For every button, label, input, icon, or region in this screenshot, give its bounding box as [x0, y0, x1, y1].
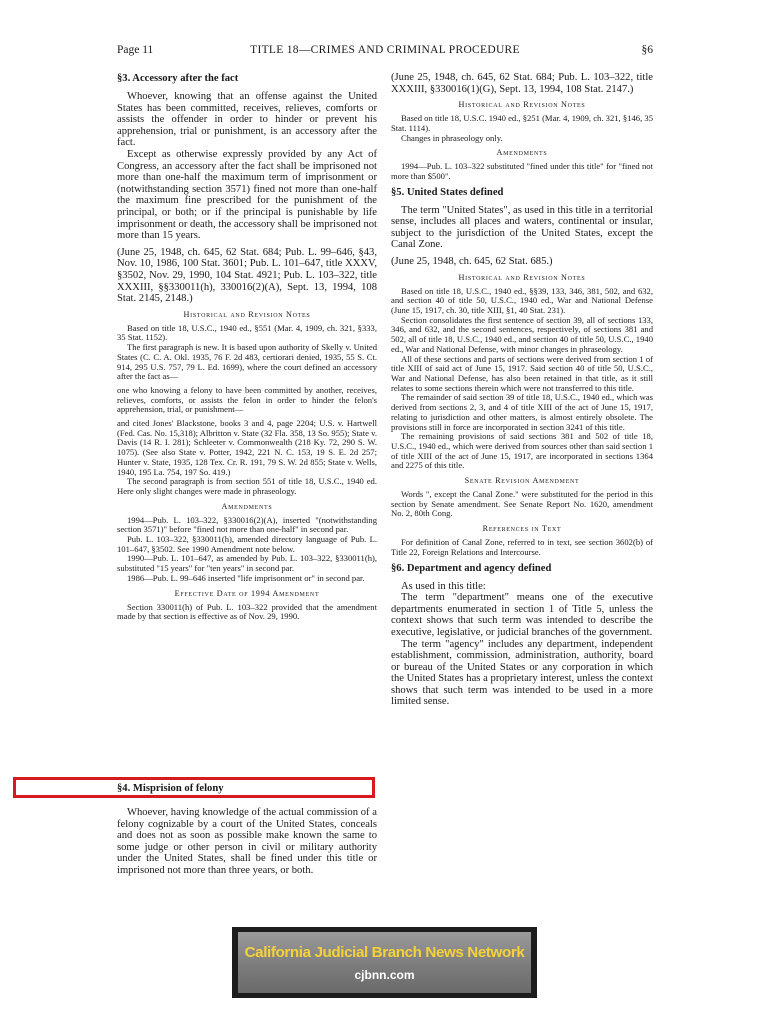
section-6-paragraph: The term "department" means one of the executive departments enumerated in section 1 of Title 5, unless the context shows that such term was intended to describe the executive, legislative, or judicial branches of the government. [391, 592, 653, 638]
section-3-notes-heading: Historical and Revision Notes [183, 309, 311, 319]
section-4-amendment-note: 1994—Pub. L. 103–322 substituted "fined under this title" for "fined not more than $500". [391, 161, 653, 181]
section-4-notes-heading: Historical and Revision Notes [458, 100, 586, 110]
banner-title: California Judicial Branch News Network [244, 944, 525, 961]
section-5-notes-paragraph: All of these sections and parts of sections were derived from section 1 of title XIII of said act of June 15, 1917. Said section 40 of title 50, U.S.C., War and National Defense, has also been retained in that title, as it still relates to some sections therein which were not transferred to this title. [391, 353, 653, 393]
header-section-number: §6 [641, 44, 653, 56]
section-5-notes-paragraph: Based on title 18, U.S.C., 1940 ed., §§39, 133, 346, 381, 502, and 632, and section 40 of title 50, U.S.C., 1940 ed., War and National Defense (June 15, 1917, ch. 30, title XIII, §1, 40 Stat. 231). [391, 285, 653, 316]
section-5-notes-paragraph: The remainder of said section 39 of title 18, U.S.C., 1940 ed., which was derived from sections 2, 3, and 4 of title XIII of the act of June 15, 1917, relating to jurisdiction and other matters, is almost entirely obsolete. The provisions still in force are incorporated in section 3241 of this title. [391, 392, 653, 432]
section-3-effective-date-note: Section 330011(h) of Pub. L. 103–322 provided that the amendment made by that section is effective as of Nov. 29, 1990. [117, 601, 377, 622]
section-3-effective-date-heading: Effective Date of 1994 Amendment [174, 588, 320, 598]
section-5-references-heading: References in Text [482, 524, 562, 534]
section-4-notes-paragraph: Based on title 18, U.S.C. 1940 ed., §251 (Mar. 4, 1909, ch. 321, §146, 35 Stat. 1114). [391, 113, 653, 133]
section-4-highlight-box [13, 777, 375, 798]
banner-panel [238, 932, 531, 993]
section-3-amendment-note: Pub. L. 103–322, §330011(h), amended directory language of Pub. L. 101–647, §3502. See 1990 Amendment note below. [117, 534, 377, 554]
section-3-paragraph-2: Except as otherwise expressly provided by any Act of Congress, an accessory after the fact shall be imprisoned not more than one-half the maximum term of imprisonment or (notwithstanding section 3571) fined not more than one-half the maximum fine prescribed for the punishment of the principal, or both; or if the principal is punishable by life imprisonment or death, the accessory shall be imprisoned not more than 15 years. [117, 148, 377, 242]
section-4-amendments-heading: Amendments [496, 148, 548, 158]
section-6-heading: §6. Department and agency defined [391, 562, 552, 574]
section-5-notes-heading: Historical and Revision Notes [458, 272, 586, 282]
section-6-paragraph: The term "agency" includes any department, independent establishment, commission, administration, authority, board or bureau of the United States or any corporation in which the United States has a proprietary interest, unless the context shows that such term was intended to be used in a more limited sense. [391, 638, 653, 708]
section-3-notes-paragraph: The first paragraph is new. It is based upon authority of Skelly v. United States (C. C. A. Okl. 1935, 76 F. 2d 483, certiorari denied, 1935, 55 S. Ct. 914, 295 U.S. 757, 79 L. Ed. 1699), where the court defined an accessory after the fact as— [117, 342, 377, 382]
section-4-paragraph: Whoever, having knowledge of the actual commission of a felony cognizable by a court of the United States, conceals and does not as soon as possible make known the same to some judge or other person in civil or military authority under the United States, shall be fined under this title or imprisoned not more than three years, or both. [117, 807, 377, 876]
section-5-heading: §5. United States defined [391, 186, 504, 198]
section-3-heading: §3. Accessory after the fact [117, 73, 239, 84]
section-5-notes-paragraph: The remaining provisions of said sections 381 and 502 of title 18, U.S.C., 1940 ed., which were derived from sources other than said section 1 of title XIII of the act of June 15, 1917, are incorporated in sections 1364 and 2275 of this title. [391, 431, 653, 471]
section-3-paragraph-1: Whoever, knowing that an offense against the United States has been committed, receives, relieves, comforts or assists the offender in order to hinder or prevent his apprehension, trial or punishment, is an accessory after the fact. [117, 91, 377, 149]
section-3-notes-paragraph: Based on title 18, U.S.C., 1940 ed., §551 (Mar. 4, 1909, ch. 321, §333, 35 Stat. 1152). [117, 322, 377, 343]
page-header [117, 44, 653, 60]
section-5-senate-amendment-heading: Senate Revision Amendment [464, 476, 580, 486]
section-4-heading: §4. Misprision of felony [117, 783, 224, 794]
section-3-notes-paragraph: and cited Jones' Blackstone, books 3 and 4, page 2204; U.S. v. Hartwell (Fed. Cas. No. 15,318); Albritton v. State (32 Fla. 358, 13 So. 955); State v. Davis (14 R. I. 281); Schleeter v. Commonwealth (218 Ky. 72, 290 S. W. 1075). (See also State v. Potter, 1942, 221 N. C. 153, 19 S. E. 2d 257; Hunter v. State, 1935, 128 Tex. Cr. R. 191, 79 S. W. 2d 855; State v. Wells, 1940, 195 La. 754, 197 So. 419.) [117, 418, 377, 477]
section-3-amendment-note: 1994—Pub. L. 103–322, §330016(2)(A), inserted "(notwithstanding section 3571)" before "fined not more than one-half" in second par. [117, 514, 377, 535]
left-column [117, 72, 377, 622]
section-3-citation: (June 25, 1948, ch. 645, 62 Stat. 684; Pub. L. 99–646, §43, Nov. 10, 1986, 100 Stat. 3601; Pub. L. 101–647, title XXXV, §3502, Nov. 29, 1990, 104 Stat. 4921; Pub. L. 103–322, title XXXIII, §§330011(h), 330016(2)(A), Sept. 13, 1994, 108 Stat. 2145, 2148.) [117, 246, 377, 305]
section-3-amendment-note: 1990—Pub. L. 101–647, as amended by Pub. L. 103–322, §330011(h), substituted "15 years" for "ten years" in second par. [117, 553, 377, 574]
section-4-citation: (June 25, 1948, ch. 645, 62 Stat. 684; Pub. L. 103–322, title XXXIII, §330016(1)(G), Sept. 13, 1994, 108 Stat. 2147.) [391, 72, 653, 95]
right-column [391, 72, 653, 708]
section-3-notes-paragraph: The second paragraph is from section 551 of title 18, U.S.C., 1940 ed. Here only slight changes were made in phraseology. [117, 476, 377, 496]
section-3-notes-quote: one who knowing a felony to have been committed by another, receives, relieves, comforts, or assists the felon in order to hinder the felon's apprehension, trial, or punishment— [117, 384, 377, 415]
news-network-banner[interactable] [232, 927, 537, 998]
page-number: Page 11 [117, 44, 154, 56]
section-5-citation: (June 25, 1948, ch. 645, 62 Stat. 685.) [391, 256, 553, 268]
section-3-amendment-note: 1986—Pub. L. 99–646 inserted "life imprisonment or" in second par. [127, 572, 365, 583]
section-5-notes-paragraph: Section consolidates the first sentence of section 39, all of sections 133, 346, and 632, and the second sentences, respectively, of sections 381 and 502, all of title 18, U.S.C., 1940 ed., and section 40 of title 50, U.S.C., 1940 ed., War and National Defense, with minor changes in phraseology. [391, 314, 653, 354]
section-4-notes-paragraph: Changes in phraseology only. [401, 132, 503, 143]
section-6-paragraph: As used in this title: [401, 580, 486, 592]
section-5-senate-amendment-note: Words ", except the Canal Zone." were substituted for the period in this section by Senate amendment. See Senate Report No. 1620, amendment No. 2, 80th Cong. [391, 489, 653, 519]
section-3-amendments-heading: Amendments [221, 501, 273, 511]
running-title: TITLE 18—CRIMES AND CRIMINAL PROCEDURE [250, 44, 520, 56]
banner-url[interactable]: cjbnn.com [354, 968, 415, 982]
section-5-references-note: For definition of Canal Zone, referred to in text, see section 3602(b) of Title 22, Foreign Relations and Intercourse. [391, 537, 653, 557]
section-5-paragraph: The term "United States", as used in this title in a territorial sense, includes all places and waters, continental or insular, subject to the jurisdiction of the United States, except the Canal Zone. [391, 204, 653, 251]
